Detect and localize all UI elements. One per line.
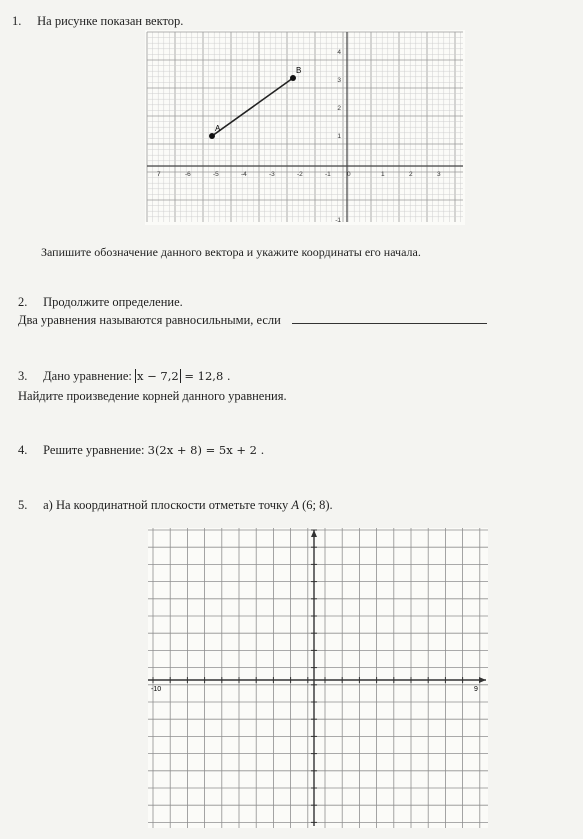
task5-point-name: A	[291, 498, 299, 512]
task3-label: Дано уравнение:	[43, 369, 132, 383]
task5-x-tick-end: 9	[474, 686, 478, 693]
task3-number: 3.	[18, 369, 28, 383]
task5-coordinate-plane	[148, 528, 488, 828]
task5-text: а) На координатной плоскости отметьте точку	[43, 498, 292, 512]
task5-heading	[18, 498, 333, 513]
task2-answer-blank	[292, 313, 487, 324]
task2-text: Два уравнения называются равносильными, если	[18, 313, 281, 327]
y-tick-label: 4	[337, 49, 341, 56]
task2-number: 2.	[18, 295, 28, 309]
y-tick-label: 2	[337, 105, 341, 112]
task3-equation	[135, 369, 231, 383]
x-tick-label: 2	[409, 171, 413, 178]
task1-label-b: B	[296, 66, 302, 75]
task4-equation: 3(2x + 8) = 5x + 2 .	[147, 443, 265, 457]
task3-rhs: = 12,8 .	[184, 369, 231, 383]
x-tick-label: -1	[325, 171, 331, 178]
y-tick-label: 3	[337, 77, 341, 84]
task1-heading	[12, 14, 183, 29]
task3-question: Найдите произведение корней данного уравнения.	[18, 389, 287, 403]
task5-coords: (6; 8).	[298, 498, 333, 512]
task5-x-tick-start: -10	[151, 686, 162, 693]
x-tick-label: -3	[269, 171, 275, 178]
task4-number: 4.	[18, 443, 28, 457]
x-tick-label: -5	[213, 171, 219, 178]
task4-heading	[18, 443, 264, 458]
task2-heading	[18, 295, 183, 310]
y-tick-label: 1	[337, 133, 341, 140]
x-tick-label: 1	[381, 171, 385, 178]
x-tick-label: -2	[297, 171, 303, 178]
task2-prompt: Продолжите определение.	[43, 295, 183, 309]
task1-point-b	[290, 75, 296, 81]
task1-grid-chart	[145, 30, 465, 230]
task1-prompt: На рисунке показан вектор.	[37, 14, 184, 28]
task1-point-a	[209, 133, 215, 139]
task4-label: Решите уравнение:	[43, 443, 145, 457]
x-tick-label: -6	[185, 171, 191, 178]
x-tick-label: 3	[437, 171, 441, 178]
task1-number: 1.	[12, 14, 22, 28]
x-tick-label: 0	[347, 171, 351, 178]
task2-definition	[18, 313, 487, 328]
task3-heading	[18, 369, 231, 384]
task1-question: Запишите обозначение данного вектора и укажите координаты его начала.	[41, 245, 421, 259]
x-tick-label: -4	[241, 171, 247, 178]
task1-label-a: A	[215, 124, 221, 133]
task5-number: 5.	[18, 498, 28, 512]
y-tick-label: -1	[335, 217, 341, 224]
x-tick-label: 7	[157, 171, 161, 178]
task3-abs-expression: x − 7,2	[136, 369, 179, 383]
